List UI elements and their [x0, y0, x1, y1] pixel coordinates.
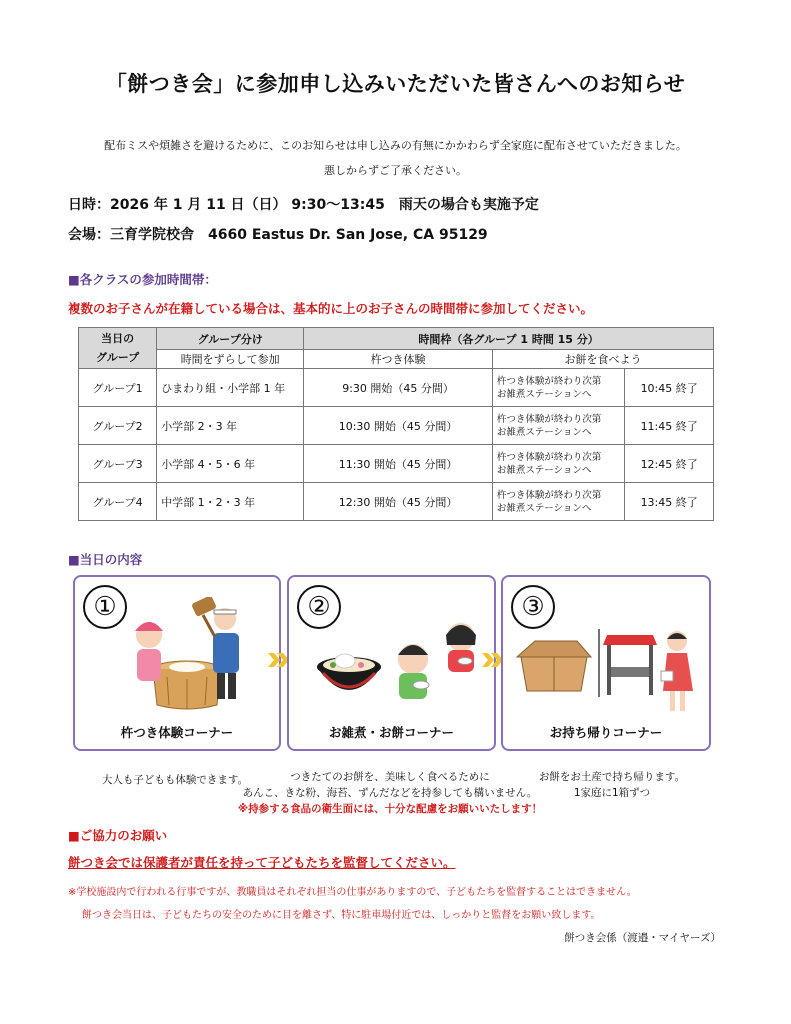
move-cell: 杵つき体験が終わり次第 お雑煮ステーションへ — [492, 369, 624, 407]
mochi-pounding-icon — [127, 597, 257, 712]
event-venue: 会場：三育学院校舎 4660 Eastus Dr. San Jose, CA 95129 — [68, 227, 488, 243]
start-cell: 11:30 開始（45 分間） — [304, 445, 493, 483]
group-cell: グループ2 — [79, 407, 157, 445]
table-header-pounding: 杵つき体験 — [304, 350, 493, 369]
panel-takeout — [501, 575, 711, 751]
table-row — [79, 483, 714, 521]
table-row — [79, 407, 714, 445]
hygiene-warning: ※持参する食品の衛生面には、十分な配慮をお願いいたします！ — [237, 803, 543, 815]
desc-mochi-pounding: 大人も子どもも体験できます。 — [101, 774, 249, 786]
table-row — [79, 369, 714, 407]
move-cell: 杵つき体験が終わり次第 お雑煮ステーションへ — [492, 407, 624, 445]
group-cell: グループ3 — [79, 445, 157, 483]
table-header-group: 当日の グループ — [79, 328, 157, 369]
ozoni-icon — [315, 605, 487, 715]
panel-label-3: お持ち帰りコーナー — [549, 725, 663, 740]
table-header-division: グループ分け — [157, 328, 304, 350]
section-heading-content: ■当日の内容 — [68, 552, 143, 567]
panel-ozoni — [287, 575, 496, 751]
page-title: 「餅つき会」に参加申し込みいただいた皆さんへのお知らせ — [105, 72, 686, 96]
start-cell: 10:30 開始（45 分間） — [304, 407, 493, 445]
note-safety: 餅つき会当日は、子どもたちの安全のために目を離さず、特に駐車場付近では、しっかりと監督をお願い致します。 — [82, 910, 601, 921]
panel-mochi-pounding — [73, 575, 281, 751]
event-datetime: 日時：2026 年 1 月 11 日（日） 9:30～13:45 雨天の場合も実施予定 — [68, 197, 539, 213]
panel-label-1: 杵つき体験コーナー — [120, 725, 234, 740]
group-cell: グループ1 — [79, 369, 157, 407]
signature: 餅つき会係（渡邉・マイヤーズ） — [564, 932, 721, 944]
move-cell: 杵つき体験が終わり次第 お雑煮ステーションへ — [492, 483, 624, 521]
table-row — [79, 445, 714, 483]
takeout-box-icon — [511, 627, 705, 719]
end-cell: 12:45 終了 — [625, 445, 714, 483]
notice-line-1: 配布ミスや煩雑さを避けるために、このお知らせは申し込みの有無にかかわらず全家庭に配布させていただきました。 — [104, 139, 687, 152]
division-cell: 小学部 4・5・6 年 — [157, 445, 304, 483]
siblings-note: 複数のお子さんが在籍している場合は、基本的に上のお子さんの時間帯に参加してください。 — [68, 301, 594, 316]
division-cell: ひまわり組・小学部 1 年 — [157, 369, 304, 407]
table-header-slot: 時間枠（各グループ 1 時間 15 分） — [304, 328, 714, 350]
panel-label-2: お雑煮・お餅コーナー — [328, 725, 454, 740]
division-cell: 中学部 1・2・3 年 — [157, 483, 304, 521]
table-header-division-sub: 時間をずらして参加 — [157, 350, 304, 369]
desc-takeout: お餅をお土産で持ち帰ります。 1家庭に1箱ずつ — [538, 771, 686, 799]
step-number-2: ② — [297, 585, 341, 629]
start-cell: 12:30 開始（45 分間） — [304, 483, 493, 521]
supervise-request: 餅つき会では保護者が責任を持って子どもたちを監督してください。 — [68, 855, 456, 870]
desc-ozoni: つきたてのお餅を、美味しく食べるために あんこ、きな粉、海苔、ずんだなどを持参しても構いません。 ※持参する食品の衛生面には、十分な配慮をお願いいたします！ — [220, 769, 560, 817]
move-cell: 杵つき体験が終わり次第 お雑煮ステーションへ — [492, 445, 624, 483]
step-number-1: ① — [83, 585, 127, 629]
schedule-table — [78, 327, 714, 521]
end-cell: 11:45 終了 — [625, 407, 714, 445]
group-cell: グループ4 — [79, 483, 157, 521]
start-cell: 9:30 開始（45 分間） — [304, 369, 493, 407]
division-cell: 小学部 2・3 年 — [157, 407, 304, 445]
section-heading-cooperation: ■ご協力のお願い — [68, 828, 168, 843]
notice-line-2: 悪しからずご了承ください。 — [324, 164, 467, 177]
table-header-eat: お餅を食べよう — [492, 350, 713, 369]
note-staff: ※学校施設内で行われる行事ですが、教職員はそれぞれ担当の仕事がありますので、子どもたちを監督することはできません。 — [68, 887, 637, 898]
end-cell: 13:45 終了 — [625, 483, 714, 521]
step-number-3: ③ — [511, 585, 555, 629]
end-cell: 10:45 終了 — [625, 369, 714, 407]
section-heading-times: ■各クラスの参加時間帯： — [68, 272, 217, 287]
